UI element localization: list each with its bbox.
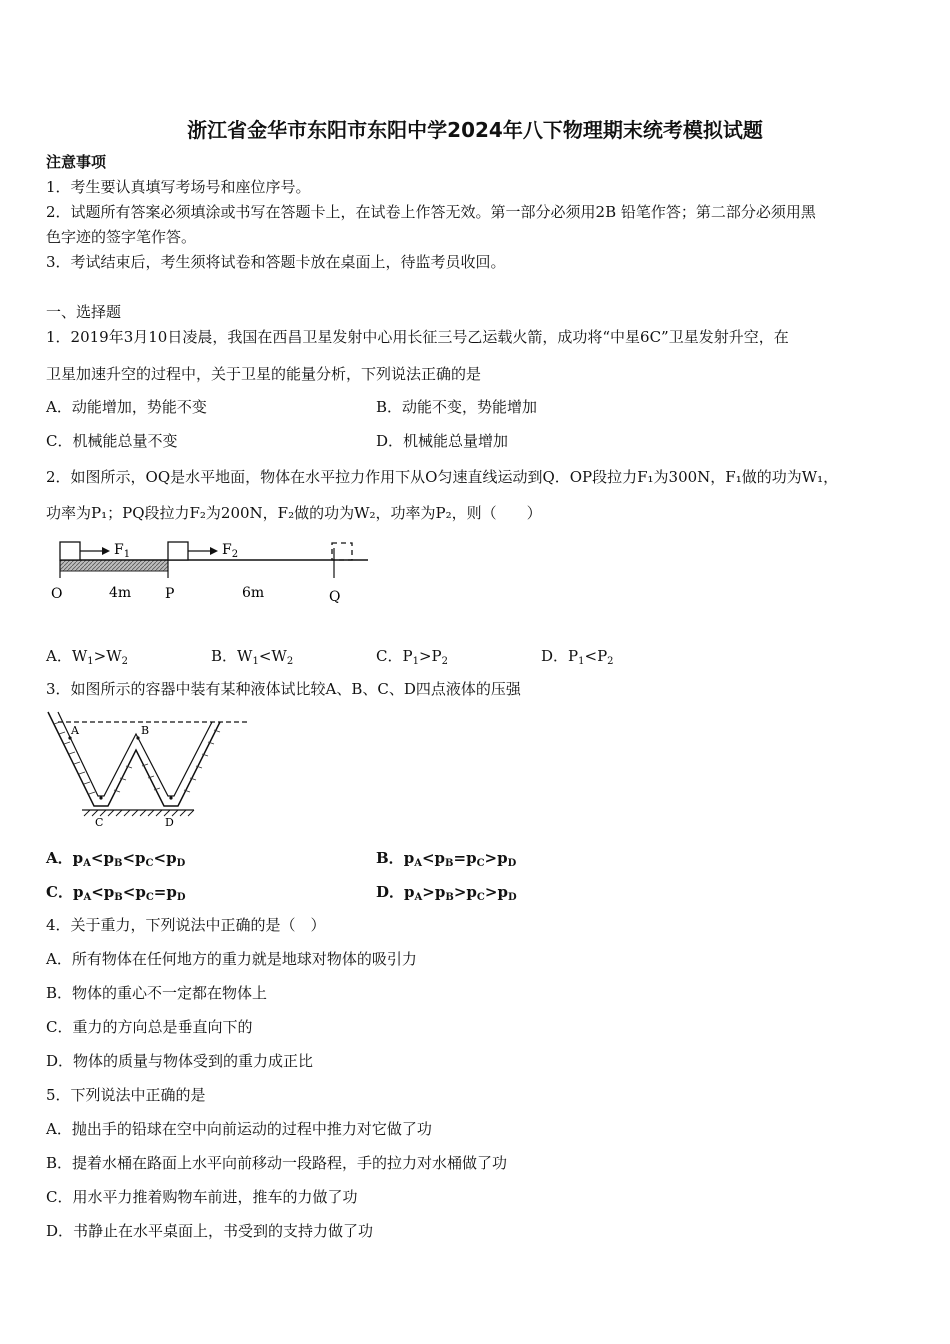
q3-label-b: B (141, 724, 150, 737)
q2-block-3-dashed (332, 543, 352, 560)
q5-option-a: A．抛出手的铅球在空中向前运动的过程中推力对它做了功 (46, 1120, 432, 1138)
q3-option-d: D．$p_A>p_B>p_C>p_D$ (376, 883, 517, 903)
q1-option-d: D．机械能总量增加 (376, 432, 509, 450)
q2-option-c: C．$P_1>P_2$ (376, 647, 448, 667)
q2-figure (44, 538, 374, 610)
q3-figure (44, 710, 254, 830)
q4-option-b: B．物体的重心不一定都在物体上 (46, 984, 268, 1002)
q2-stem-line1: 2．如图所示，OQ是水平地面，物体在水平拉力作用下从O匀速直线运动到Q．OP段拉力F₁为300N，F₁做的功为W₁， (46, 468, 839, 486)
q4-option-a: A．所有物体在任何地方的重力就是地球对物体的吸引力 (46, 950, 417, 968)
q2-option-a: A．$W_1>W_2$ (46, 647, 129, 667)
q3-option-b: B．$p_A<p_B=p_C>p_D$ (376, 849, 517, 869)
q1-stem-line1: 1．2019年3月10日凌晨，我国在西昌卫星发射中心用长征三号乙运载火箭，成功将“中星6C”卫星发射升空，在 (46, 328, 789, 346)
q3-label-c: C (95, 816, 104, 829)
q4-option-c: C．重力的方向总是垂直向下的 (46, 1018, 253, 1036)
q2-label-q: Q (329, 589, 341, 605)
q2-arrowhead-f1 (102, 547, 110, 555)
q3-option-a: A．$p_A<p_B<p_C<p_D$ (46, 849, 186, 869)
q2-stem-line2: 功率为P₁；PQ段拉力F₂为200N，F₂做的功为W₂，功率为P₂，则（ ） (46, 504, 542, 522)
page-title: 浙江省金华市东阳市东阳中学2024年八下物理期末统考模拟试题 (187, 118, 763, 142)
q5-option-c: C．用水平力推着购物车前进，推车的力做了功 (46, 1188, 358, 1206)
q4-option-d: D．物体的质量与物体受到的重力成正比 (46, 1052, 314, 1070)
q3-point-d (169, 796, 172, 799)
q1-stem-line2: 卫星加速升空的过程中，关于卫星的能量分析，下列说法正确的是 (46, 365, 482, 383)
q2-rough-segment (60, 560, 168, 571)
section-heading: 一、选择题 (46, 303, 122, 321)
q2-label-f2: $F_2$ (222, 542, 239, 560)
q2-option-d: D．$P_1<P_2$ (541, 647, 614, 667)
q3-label-a: A (71, 724, 79, 737)
q2-label-f1: $F_1$ (114, 542, 131, 560)
q3-stem: 3．如图所示的容器中装有某种液体试比较A、B、C、D四点液体的压强 (46, 680, 521, 698)
q2-option-b: B．$W_1<W_2$ (211, 647, 294, 667)
q2-label-d1: 4m (109, 585, 132, 601)
q3-option-c: C．$p_A<p_B<p_C=p_D$ (46, 883, 186, 903)
q2-label-o: O (51, 586, 63, 602)
q2-block-1 (60, 542, 80, 560)
q2-label-d2: 6m (242, 585, 265, 601)
q1-option-a: A．动能增加，势能不变 (46, 398, 207, 416)
notice-item-2-cont: 色字迹的签字笔作答。 (46, 228, 197, 246)
q3-label-d: D (165, 816, 174, 829)
notice-heading: 注意事项 (46, 153, 107, 171)
q2-arrowhead-f2 (210, 547, 218, 555)
q1-option-b: B．动能不变，势能增加 (376, 398, 538, 416)
q5-stem: 5．下列说法中正确的是 (46, 1086, 206, 1104)
q2-block-2 (168, 542, 188, 560)
q5-option-b: B．提着水桶在路面上水平向前移动一段路程，手的拉力对水桶做了功 (46, 1154, 508, 1172)
notice-item-3: 3．考试结束后，考生须将试卷和答题卡放在桌面上，待监考员收回。 (46, 253, 506, 271)
q3-point-b (136, 736, 139, 739)
q2-label-p: P (165, 586, 175, 602)
q4-stem: 4．关于重力，下列说法中正确的是（ ） (46, 916, 326, 934)
notice-item-1: 1．考生要认真填写考场号和座位序号。 (46, 178, 311, 196)
q1-option-c: C．机械能总量不变 (46, 432, 178, 450)
q3-point-c (99, 796, 102, 799)
q5-option-d: D．书静止在水平桌面上，书受到的支持力做了功 (46, 1222, 374, 1240)
notice-item-2: 2．试题所有答案必须填涂或书写在答题卡上，在试卷上作答无效。第一部分必须用2B 铅笔作答；第二部分必须用黑 (46, 203, 816, 221)
